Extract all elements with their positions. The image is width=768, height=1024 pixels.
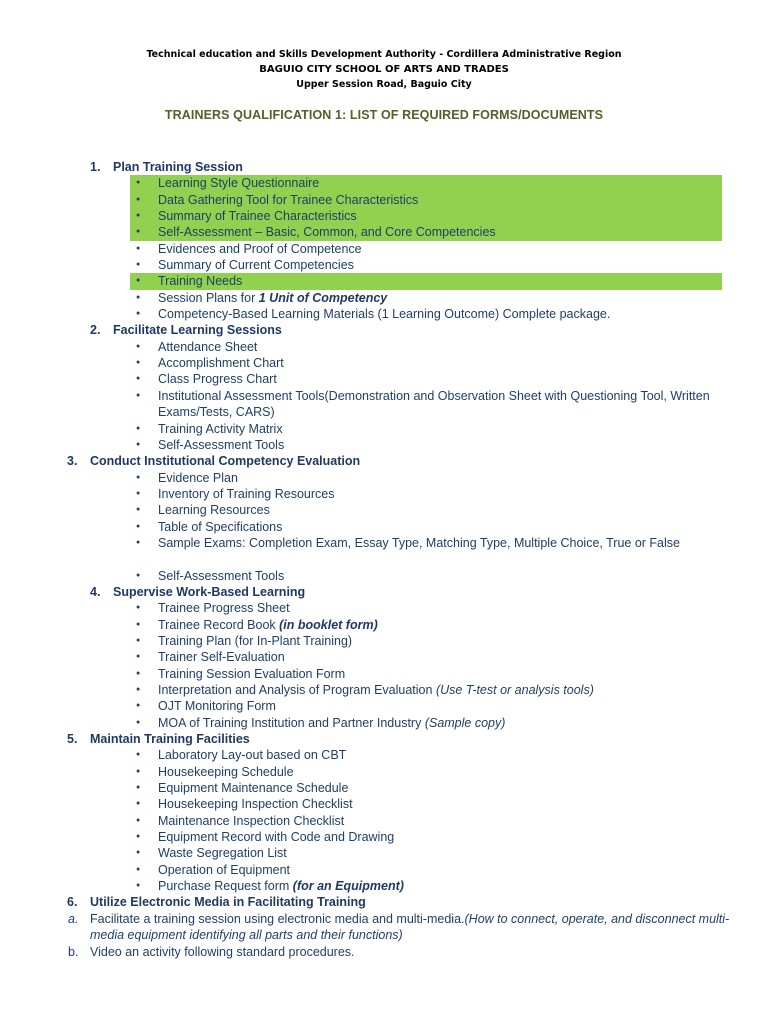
item-text: Accomplishment Chart xyxy=(158,356,284,371)
bullet-icon: ● xyxy=(136,702,141,710)
section-heading xyxy=(0,322,768,338)
item-text: Training Session Evaluation Form xyxy=(158,666,346,681)
section-heading xyxy=(0,894,768,910)
item-text: Self-Assessment Tools xyxy=(158,437,285,452)
bullet-icon: ● xyxy=(136,310,141,318)
item-text: Training Activity Matrix xyxy=(158,421,283,436)
list-item xyxy=(0,470,768,486)
item-text: Attendance Sheet xyxy=(158,339,258,354)
list-item xyxy=(0,568,768,584)
item-text: Learning Resources xyxy=(158,503,270,518)
item-text: Evidence Plan xyxy=(158,470,238,485)
item-note: (Use T-test or analysis tools) xyxy=(435,683,594,697)
list-item xyxy=(0,290,768,306)
item-text: Maintenance Inspection Checklist xyxy=(158,813,345,828)
list-item xyxy=(0,355,768,371)
bullet-icon: ● xyxy=(136,179,141,187)
item-text: Self-Assessment Tools xyxy=(158,568,285,583)
bullet-icon: ● xyxy=(136,489,141,497)
lettered-item xyxy=(0,944,768,960)
item-text: Equipment Maintenance Schedule xyxy=(158,781,349,796)
item-text: OJT Monitoring Form xyxy=(158,699,276,714)
bullet-icon: ● xyxy=(136,342,141,350)
section-heading xyxy=(0,453,768,469)
bullet-icon: ● xyxy=(136,865,141,873)
list-item xyxy=(0,208,768,224)
item-note: (How to connect, operate, and disconnect multi-media equipment identifying all parts and their functions) xyxy=(90,911,730,943)
list-item xyxy=(0,535,768,568)
bullet-icon: ● xyxy=(136,882,141,890)
bullet-icon: ● xyxy=(136,522,141,530)
section-title: Facilitate Learning Sessions xyxy=(113,323,282,338)
org-name: Technical education and Skills Development Authority - Cordillera Administrative Region xyxy=(146,49,622,60)
item-text xyxy=(158,290,718,306)
list-item xyxy=(0,437,768,453)
item-text-main: Purchase Request form xyxy=(158,879,293,894)
list-item xyxy=(0,339,768,355)
bullet-icon: ● xyxy=(136,244,141,252)
item-text: Housekeeping Schedule xyxy=(158,764,294,779)
list-item xyxy=(0,486,768,502)
bullet-icon: ● xyxy=(136,571,141,579)
item-text: Institutional Assessment Tools(Demonstration and Observation Sheet with Questioning Tool, Written Exams/Tests, CARS) xyxy=(158,388,710,420)
section-heading xyxy=(0,159,768,175)
item-text xyxy=(90,944,730,960)
bullet-icon: ● xyxy=(136,767,141,775)
bullet-icon: ● xyxy=(136,228,141,236)
section-title: Conduct Institutional Competency Evaluation xyxy=(90,454,361,469)
item-text-main: Interpretation and Analysis of Program Evaluation xyxy=(158,683,436,697)
list-item xyxy=(0,600,768,616)
item-text xyxy=(158,878,718,894)
bullet-icon: ● xyxy=(136,212,141,220)
item-text-main: Trainee Record Book xyxy=(158,617,280,632)
item-text: Self-Assessment – Basic, Common, and Core Competencies xyxy=(158,225,496,240)
list-item xyxy=(0,306,768,322)
item-text: Trainee Progress Sheet xyxy=(158,601,290,616)
list-item xyxy=(0,192,768,208)
bullet-icon: ● xyxy=(136,784,141,792)
list-item xyxy=(0,715,768,731)
list-item xyxy=(0,666,768,682)
list-item xyxy=(0,224,768,240)
item-text: Table of Specifications xyxy=(158,519,283,534)
item-text: Training Needs xyxy=(158,274,243,289)
item-text: Inventory of Training Resources xyxy=(158,486,335,501)
item-text xyxy=(158,617,718,633)
section-title: Utilize Electronic Media in Facilitating Training xyxy=(90,895,366,910)
item-emphasis: (for an Equipment) xyxy=(292,879,404,894)
section-number: 4. xyxy=(90,584,101,599)
bullet-icon: ● xyxy=(136,473,141,481)
item-text-main: Video an activity following standard procedures. xyxy=(90,944,355,959)
item-text: Trainer Self-Evaluation xyxy=(158,650,285,665)
bullet-icon: ● xyxy=(136,359,141,367)
bullet-icon: ● xyxy=(136,800,141,808)
item-text: Data Gathering Tool for Trainee Characteristics xyxy=(158,192,419,207)
bullet-icon: ● xyxy=(136,620,141,628)
item-text: Training Plan (for In-Plant Training) xyxy=(158,633,353,648)
bullet-icon: ● xyxy=(136,538,141,546)
list-item xyxy=(0,371,768,387)
item-text xyxy=(158,715,718,731)
requirements-list xyxy=(0,159,768,960)
bullet-icon: ● xyxy=(136,669,141,677)
document-header xyxy=(0,47,768,92)
item-letter: b. xyxy=(68,944,79,959)
bullet-icon: ● xyxy=(136,195,141,203)
school-address: Upper Session Road, Baguio City xyxy=(296,79,472,90)
list-item xyxy=(0,633,768,649)
list-item xyxy=(0,829,768,845)
bullet-icon: ● xyxy=(136,391,141,399)
list-item xyxy=(0,388,768,421)
lettered-item xyxy=(0,911,768,944)
bullet-icon: ● xyxy=(136,653,141,661)
section-number: 3. xyxy=(67,454,78,469)
list-item xyxy=(0,617,768,633)
bullet-icon: ● xyxy=(136,277,141,285)
item-emphasis: 1 Unit of Competency xyxy=(258,290,388,305)
bullet-icon: ● xyxy=(136,816,141,824)
item-emphasis: (in booklet form) xyxy=(279,617,378,632)
list-item xyxy=(0,796,768,812)
list-item xyxy=(0,421,768,437)
item-text: Waste Segregation List xyxy=(158,846,287,861)
item-text-main: MOA of Training Institution and Partner Industry xyxy=(158,715,425,730)
section-title: Plan Training Session xyxy=(113,160,243,174)
bullet-icon: ● xyxy=(136,506,141,514)
section-heading xyxy=(0,584,768,600)
section-title: Supervise Work-Based Learning xyxy=(113,584,306,599)
list-item xyxy=(0,682,768,698)
item-text: Equipment Record with Code and Drawing xyxy=(158,830,395,845)
item-text: Summary of Trainee Characteristics xyxy=(158,209,357,224)
item-letter: a. xyxy=(68,911,79,926)
bullet-icon: ● xyxy=(136,686,141,693)
item-text xyxy=(90,911,730,944)
item-text: Sample Exams: Completion Exam, Essay Type, Matching Type, Multiple Choice, True or False xyxy=(158,535,680,550)
item-text: Learning Style Questionnaire xyxy=(158,176,320,191)
list-item xyxy=(0,257,768,273)
item-text-main: Facilitate a training session using electronic media and multi-media. xyxy=(90,911,465,926)
section-title: Maintain Training Facilities xyxy=(90,732,250,747)
item-text: Competency-Based Learning Materials (1 Learning Outcome) Complete package. xyxy=(158,307,611,322)
bullet-icon: ● xyxy=(136,440,141,448)
bullet-icon: ● xyxy=(136,293,141,301)
school-name: BAGUIO CITY SCHOOL OF ARTS AND TRADES xyxy=(259,64,509,75)
item-text: Operation of Equipment xyxy=(158,862,291,877)
bullet-icon: ● xyxy=(136,375,141,383)
list-item xyxy=(0,241,768,257)
bullet-icon: ● xyxy=(136,833,141,841)
bullet-icon: ● xyxy=(136,718,141,726)
list-item xyxy=(0,175,768,191)
section-number: 1. xyxy=(90,160,101,174)
item-note: (Sample copy) xyxy=(424,715,506,730)
list-item xyxy=(0,780,768,796)
item-text: Evidences and Proof of Competence xyxy=(158,241,362,256)
section-number: 6. xyxy=(67,895,78,910)
bullet-icon: ● xyxy=(136,751,141,759)
bullet-icon: ● xyxy=(136,604,141,612)
document-title: TRAINERS QUALIFICATION 1: LIST OF REQUIRED FORMS/DOCUMENTS xyxy=(164,108,604,122)
list-item xyxy=(0,813,768,829)
item-text: Laboratory Lay-out based on CBT xyxy=(158,748,347,763)
item-text: Summary of Current Competencies xyxy=(158,258,354,273)
item-text: Class Progress Chart xyxy=(158,372,277,387)
list-item xyxy=(0,519,768,535)
bullet-icon: ● xyxy=(136,849,141,857)
list-item xyxy=(0,747,768,763)
list-item xyxy=(0,862,768,878)
list-item xyxy=(0,698,768,714)
list-item xyxy=(0,764,768,780)
bullet-icon: ● xyxy=(136,636,141,644)
section-heading xyxy=(0,731,768,747)
list-item xyxy=(0,878,768,894)
list-item xyxy=(0,273,768,289)
section-number: 2. xyxy=(90,323,101,338)
bullet-icon: ● xyxy=(136,261,141,269)
item-text: Housekeeping Inspection Checklist xyxy=(158,797,353,812)
item-text xyxy=(158,682,718,698)
item-text-main: Session Plans for xyxy=(158,290,259,305)
section-number: 5. xyxy=(67,732,78,747)
list-item xyxy=(0,649,768,665)
list-item xyxy=(0,502,768,518)
list-item xyxy=(0,845,768,861)
bullet-icon: ● xyxy=(136,424,141,432)
